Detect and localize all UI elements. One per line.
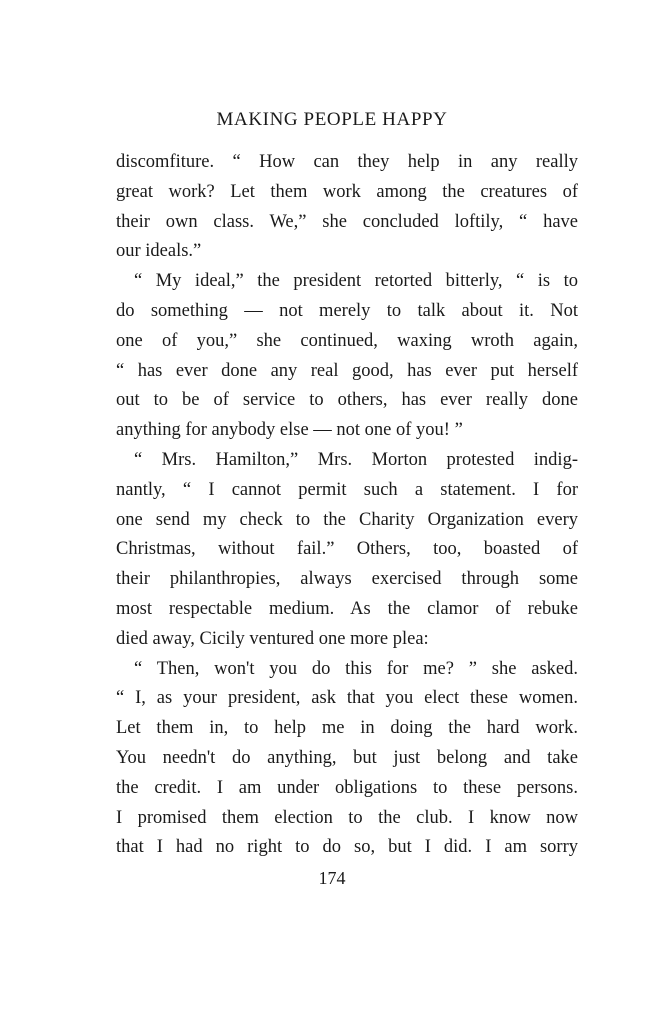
text-line: great work? Let them work among the creatures of [116, 181, 578, 202]
text-line: their philanthropies, always exercised through some [116, 569, 578, 590]
page-number: 174 [318, 868, 346, 888]
text-line: I promised them election to the club. I know now [116, 807, 578, 828]
text-line: that I had no right to do so, but I did. I am sorry [116, 837, 578, 858]
text-line: Christmas, without fail.” Others, too, boasted of [116, 539, 578, 560]
text-line: their own class. We,” she concluded loftily, “ have [116, 211, 578, 232]
text-line: died away, Cicily ventured one more plea: [116, 628, 429, 649]
text-line: You needn't do anything, but just belong and take [116, 747, 578, 768]
text-line: anything for anybody else — not one of you! ” [116, 420, 463, 441]
text-line: “ Mrs. Hamilton,” Mrs. Morton protested indig- [134, 449, 578, 470]
text-line: “ Then, won't you do this for me? ” she asked. [134, 658, 578, 679]
text-line: out to be of service to others, has ever really done [116, 390, 578, 411]
text-line: most respectable medium. As the clamor of rebuke [116, 598, 578, 619]
text-line: “ has ever done any real good, has ever put herself [116, 360, 578, 381]
text-line: the credit. I am under obligations to these persons. [116, 777, 578, 798]
text-line: Let them in, to help me in doing the hard work. [116, 718, 578, 739]
text-line: our ideals.” [116, 241, 202, 262]
text-line: “ I, as your president, ask that you elect these women. [116, 688, 578, 709]
body-text [116, 148, 578, 863]
text-line: one of you,” she continued, waxing wroth again, [116, 330, 578, 351]
text-line: one send my check to the Charity Organization every [116, 509, 578, 530]
running-title: MAKING PEOPLE HAPPY [216, 109, 448, 130]
text-line: discomfiture. “ How can they help in any really [116, 152, 578, 172]
text-line: do something — not merely to talk about it. Not [116, 300, 578, 321]
text-line: nantly, “ I cannot permit such a statement. I for [116, 479, 578, 500]
text-line: “ My ideal,” the president retorted bitterly, “ is to [134, 271, 578, 292]
